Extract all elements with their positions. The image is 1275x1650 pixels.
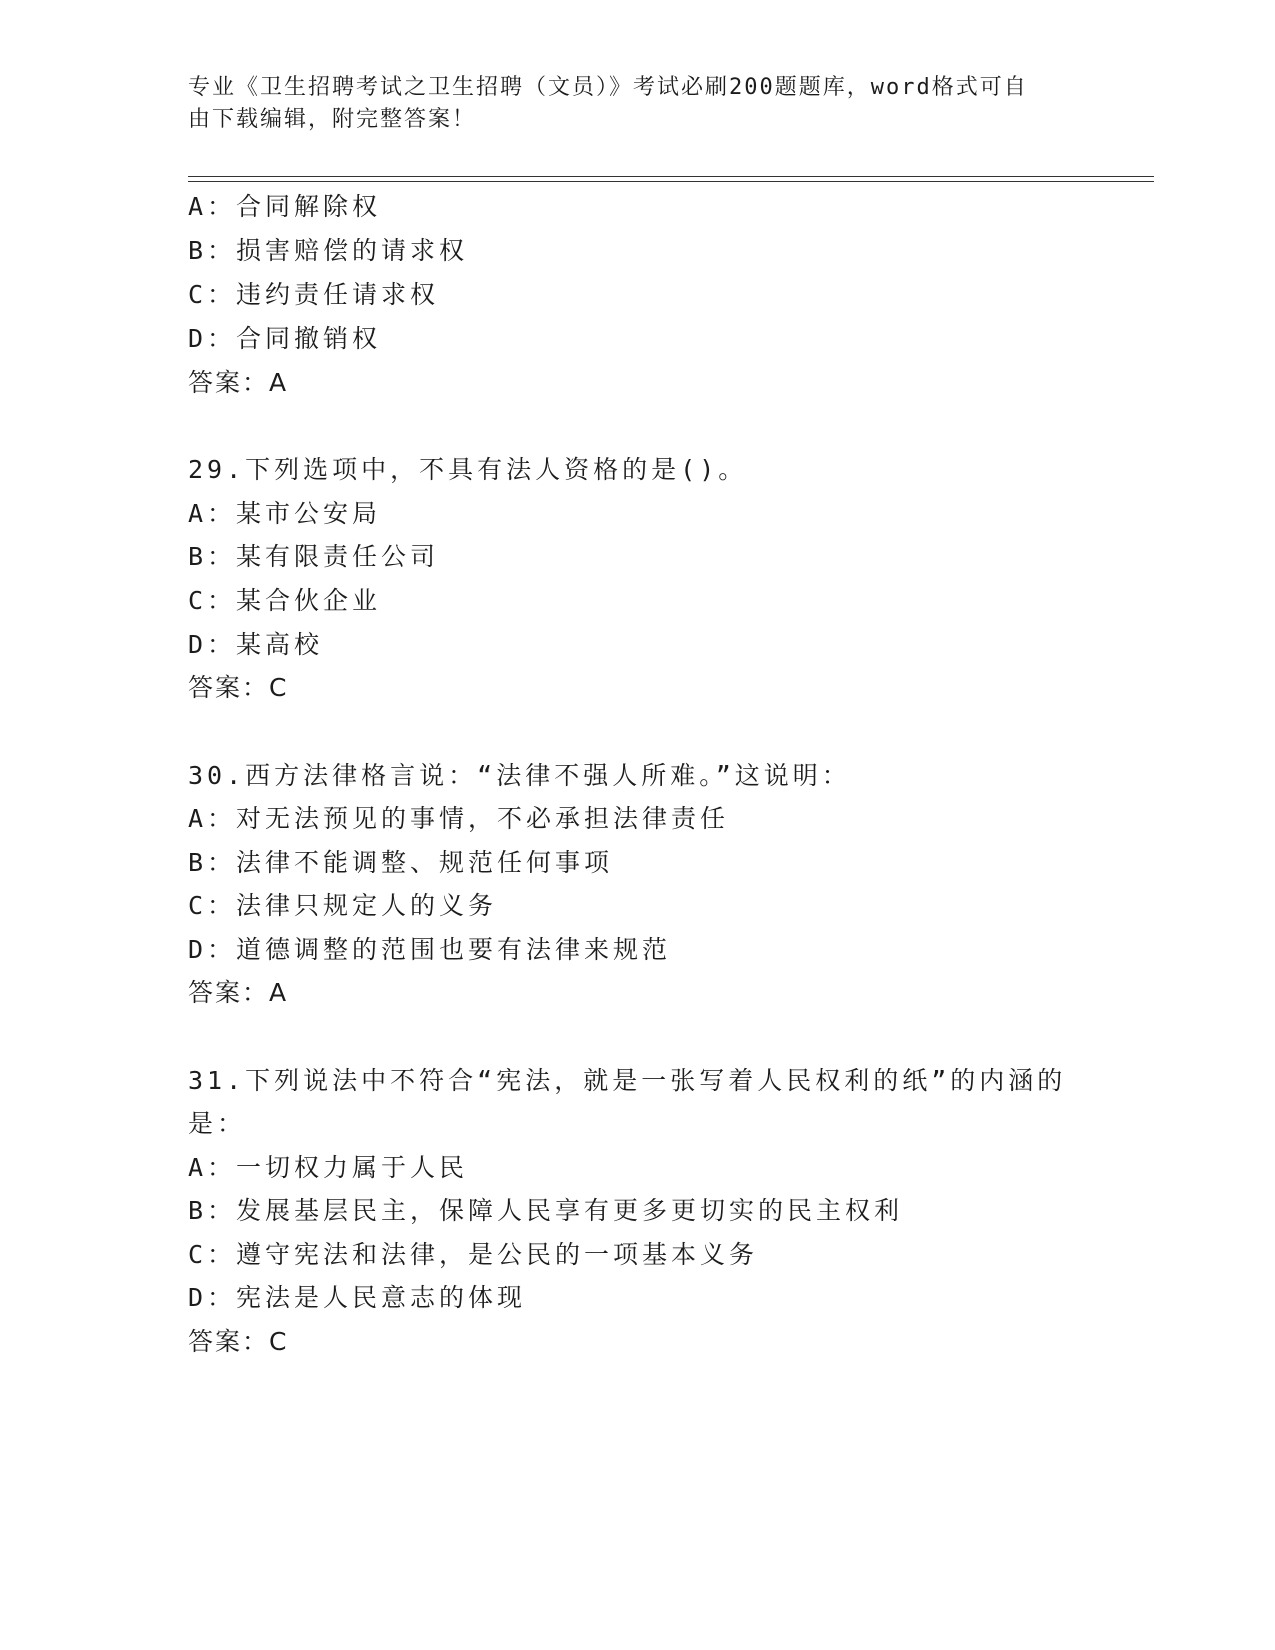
- q28-answer: 答案：A: [188, 368, 289, 397]
- q29-answer: 答案：C: [188, 673, 289, 702]
- q28-option-a: A：合同解除权: [188, 192, 382, 221]
- q28-option-c: C：违约责任请求权: [188, 280, 440, 309]
- q30-option-b: B：法律不能调整、规范任何事项: [188, 848, 614, 877]
- q28-option-d: D：合同撤销权: [188, 324, 382, 353]
- header-line-1: 专业《卫生招聘考试之卫生招聘（文员）》考试必刷200题题库，word格式可自: [188, 75, 1028, 100]
- q31-question-line-1: 31.下列说法中不符合“宪法，就是一张写着人民权利的纸”的内涵的: [188, 1066, 1067, 1095]
- q29-option-a: A：某市公安局: [188, 499, 382, 528]
- q29-option-d: D：某高校: [188, 630, 324, 659]
- q31-option-a: A：一切权力属于人民: [188, 1153, 469, 1182]
- q31-option-b: B：发展基层民主，保障人民享有更多更切实的民主权利: [188, 1196, 904, 1225]
- q31-question-line-2: 是：: [188, 1109, 247, 1138]
- q30-option-c: C：法律只规定人的义务: [188, 891, 498, 920]
- header-line-2: 由下载编辑，附完整答案！: [188, 107, 477, 132]
- header-divider-bottom: [188, 181, 1154, 182]
- q31-answer: 答案：C: [188, 1327, 289, 1356]
- q30-option-a: A：对无法预见的事情，不必承担法律责任: [188, 804, 730, 833]
- q31-option-d: D：宪法是人民意志的体现: [188, 1283, 527, 1312]
- document-header: [188, 72, 1088, 136]
- q30-answer: 答案：A: [188, 978, 289, 1007]
- q30-option-d: D：道德调整的范围也要有法律来规范: [188, 935, 672, 964]
- q31-option-c: C：遵守宪法和法律，是公民的一项基本义务: [188, 1240, 759, 1269]
- q29-question: 29.下列选项中，不具有法人资格的是()。: [188, 455, 748, 484]
- q30-question: 30.西方法律格言说：“法律不强人所难。”这说明：: [188, 761, 851, 790]
- header-divider-top: [188, 176, 1154, 177]
- q28-option-b: B：损害赔偿的请求权: [188, 236, 469, 265]
- q29-option-b: B：某有限责任公司: [188, 542, 440, 571]
- q29-option-c: C：某合伙企业: [188, 586, 382, 615]
